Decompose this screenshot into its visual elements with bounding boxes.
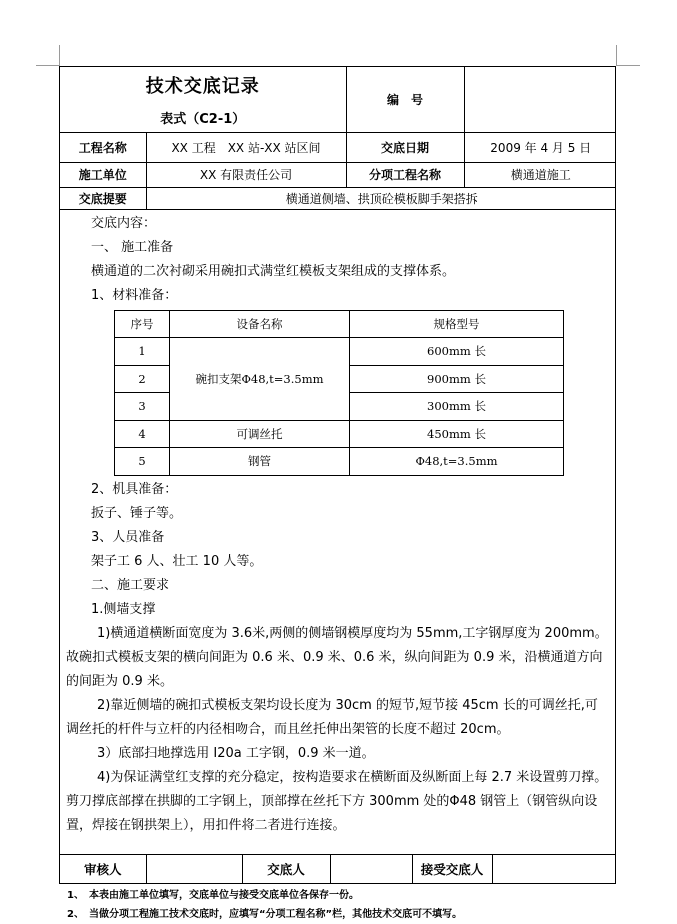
date-value[interactable]: 2009 年 4 月 5 日 — [464, 132, 616, 162]
row-index: 5 — [115, 448, 170, 476]
row-spec: 300mm 长 — [350, 393, 564, 421]
crop-mark — [36, 65, 59, 66]
subproject-label: 分项工程名称 — [346, 162, 464, 187]
row-spec: 600mm 长 — [350, 338, 564, 366]
title-cell — [60, 67, 346, 132]
date-label: 交底日期 — [346, 132, 464, 162]
crop-mark — [616, 45, 617, 66]
paragraph-2: 2)靠近侧墙的碗扣式模板支架均设长度为 30cm 的短节,短节接 45cm 长的可调丝托,可调丝托的杆件与立杆的内径相吻合，而且丝托伸出架管的长度不超过 20cm。 — [66, 697, 598, 737]
project-name-label: 工程名称 — [60, 132, 146, 162]
section-2-title: 二、施工要求 — [91, 577, 170, 593]
table-row — [115, 448, 564, 476]
row-name: 钢管 — [170, 448, 350, 476]
paragraph-1: 1)横通道横断面宽度为 3.6米,两侧的侧墙钢模厚度均为 55mm,工字钢厚度为 200mm。故碗扣式模板支架的横向间距为 0.6 米、0.9 米、0.6 米，纵向间距为 0.9 米，沿横通道方向的间距为 0.9 米。 — [66, 625, 608, 689]
subproject-value[interactable]: 横通道施工 — [464, 162, 616, 187]
people-text: 架子工 6 人、壮工 10 人等。 — [91, 553, 263, 569]
paragraph-3: 3）底部扫地撑选用 I20a 工字钢，0.9 米一道。 — [97, 745, 375, 761]
crop-mark — [59, 45, 60, 66]
materials-title: 1、材料准备： — [91, 287, 178, 303]
reviewer-label: 审核人 — [60, 855, 146, 884]
receiver-field[interactable] — [492, 855, 616, 884]
table-row — [115, 420, 564, 448]
col-header-index: 序号 — [115, 310, 170, 338]
presenter-label: 交底人 — [242, 855, 330, 884]
footnotes — [67, 886, 462, 924]
signature-area — [60, 854, 615, 883]
table-header-row — [115, 310, 564, 338]
row-spec: Φ48,t=3.5mm — [350, 448, 564, 476]
header-table — [60, 67, 616, 210]
receiver-label: 接受交底人 — [412, 855, 492, 884]
summary-label: 交底提要 — [60, 187, 146, 209]
row-index: 3 — [115, 393, 170, 421]
paragraph-4: 4)为保证满堂红支撑的充分稳定，按构造要求在横断面及纵断面上每 2.7 米设置剪刀撑。剪刀撑底部撑在拱脚的工字钢上，顶部撑在丝托下方 300mm 处的Φ48 钢管上（钢管纵向设置，焊接在钢拱架上），用扣件将二者进行连接。 — [66, 769, 608, 833]
row-index: 2 — [115, 365, 170, 393]
merged-name-cell: 碗扣支架Φ48,t=3.5mm — [170, 338, 350, 421]
number-label: 编 号 — [346, 67, 464, 132]
summary-value[interactable]: 横通道侧墙、拱顶砼模板脚手架搭拆 — [146, 187, 616, 209]
number-value[interactable] — [464, 67, 616, 132]
machine-text: 扳子、锤子等。 — [91, 505, 183, 521]
people-title: 3、人员准备 — [91, 529, 165, 545]
wall-title: 1.侧墙支撑 — [91, 601, 156, 617]
reviewer-field[interactable] — [146, 855, 242, 884]
section-1-text: 横通道的二次衬砌采用碗扣式满堂红模板支架组成的支撑体系。 — [91, 263, 456, 279]
table-row — [115, 338, 564, 366]
section-1-title: 一、 施工准备 — [91, 239, 174, 255]
signature-table — [60, 854, 616, 883]
unit-label: 施工单位 — [60, 162, 146, 187]
crop-mark — [617, 65, 640, 66]
col-header-spec: 规格型号 — [350, 310, 564, 338]
footnote-2: 2、 当做分项工程施工技术交底时，应填写“分项工程名称”栏，其他技术交底可不填写。 — [67, 909, 463, 920]
intro-label: 交底内容： — [91, 215, 157, 231]
presenter-field[interactable] — [330, 855, 412, 884]
row-spec: 900mm 长 — [350, 365, 564, 393]
project-name-value[interactable]: XX 工程 XX 站-XX 站区间 — [146, 132, 346, 162]
footnote-1: 1、 本表由施工单位填写，交底单位与接受交底单位各保存一份。 — [67, 890, 359, 901]
row-name: 可调丝托 — [170, 420, 350, 448]
row-spec: 450mm 长 — [350, 420, 564, 448]
row-index: 4 — [115, 420, 170, 448]
col-header-name: 设备名称 — [170, 310, 350, 338]
document-title: 技术交底记录 — [145, 75, 260, 97]
materials-table — [114, 310, 564, 476]
form-code: 表式（C2-1） — [160, 111, 246, 127]
unit-value[interactable]: XX 有限责任公司 — [146, 162, 346, 187]
document-sheet — [59, 66, 616, 884]
machine-title: 2、机具准备： — [91, 481, 178, 497]
row-index: 1 — [115, 338, 170, 366]
content-area — [60, 210, 615, 838]
